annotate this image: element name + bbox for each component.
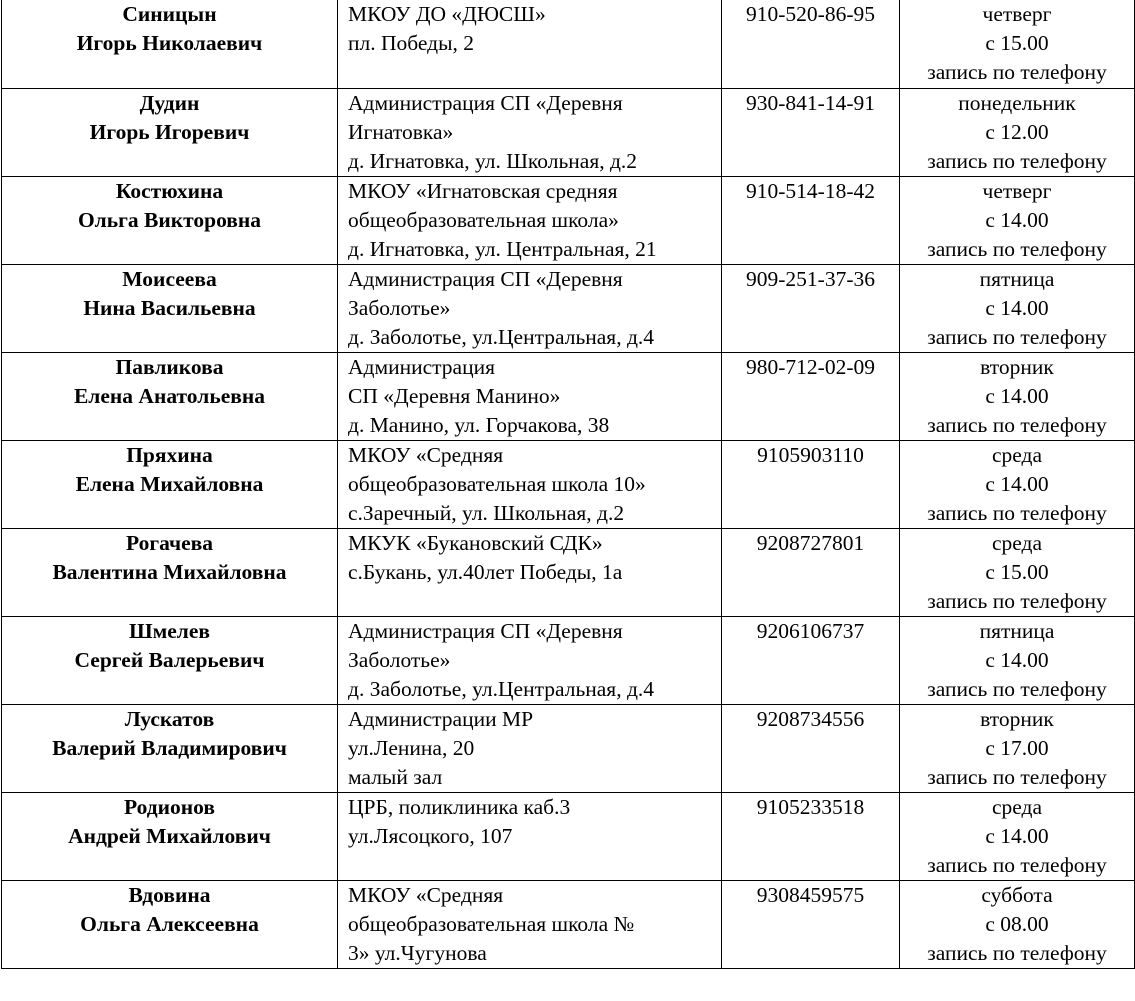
location-line: д. Заболотье, ул.Центральная, д.4 (348, 324, 655, 349)
reception-day: среда (991, 442, 1043, 467)
location-line: общеобразовательная школа № (348, 911, 635, 936)
deputy-given-names: Ольга Алексеевна (80, 911, 259, 936)
deputy-given-names: Ольга Викторовна (77, 207, 262, 232)
reception-day: вторник (980, 706, 1054, 731)
reception-location-cell (338, 352, 722, 440)
location-line: Администрация СП «Деревня (348, 90, 623, 115)
reception-time-cell (900, 616, 1135, 704)
reception-day: четверг (982, 2, 1052, 26)
reception-hour: с 15.00 (985, 31, 1049, 55)
deputy-given-names: Сергей Валерьевич (74, 647, 265, 672)
phone-cell (722, 704, 900, 792)
table-row (2, 352, 1135, 440)
reception-hour: с 14.00 (985, 823, 1049, 848)
reception-time-cell (900, 880, 1135, 968)
deputy-surname: Пряхина (126, 442, 213, 467)
reception-day: четверг (982, 178, 1052, 203)
deputy-name-cell (2, 880, 338, 968)
reception-note: запись по телефону (927, 764, 1107, 789)
phone-number: 9105233518 (756, 794, 865, 819)
location-line: д. Игнатовка, ул. Центральная, 21 (348, 236, 657, 261)
reception-note: запись по телефону (927, 148, 1107, 173)
phone-number: 9208734556 (756, 706, 865, 731)
reception-day: вторник (980, 354, 1054, 379)
deputy-name-cell (2, 352, 338, 440)
deputy-given-names: Валентина Михайловна (52, 559, 287, 584)
deputy-surname: Костюхина (115, 178, 224, 203)
deputy-name-cell (2, 792, 338, 880)
table-row (2, 616, 1135, 704)
table-row (2, 176, 1135, 264)
location-line: пл. Победы, 2 (348, 31, 475, 55)
reception-note: запись по телефону (927, 412, 1107, 437)
deputy-surname: Лускатов (124, 706, 215, 731)
reception-hour: с 08.00 (985, 911, 1049, 936)
phone-number: 910-514-18-42 (746, 178, 875, 203)
location-line: д. Заболотье, ул.Центральная, д.4 (348, 676, 655, 701)
deputy-given-names: Елена Анатольевна (73, 383, 266, 408)
deputy-given-names: Елена Михайловна (75, 471, 264, 496)
reception-hour: с 14.00 (985, 471, 1049, 496)
reception-time-cell (900, 0, 1135, 88)
phone-number: 9308459575 (756, 882, 865, 907)
reception-location-cell (338, 704, 722, 792)
deputy-name-cell (2, 440, 338, 528)
reception-time-cell (900, 528, 1135, 616)
phone-cell (722, 0, 900, 88)
location-line: малый зал (348, 764, 443, 789)
table-row (2, 528, 1135, 616)
location-line: Заболотье» (348, 295, 451, 320)
location-line: СП «Деревня Манино» (348, 383, 561, 408)
reception-note: запись по телефону (927, 236, 1107, 261)
reception-location-cell (338, 264, 722, 352)
reception-day: среда (991, 530, 1043, 555)
phone-number: 980-712-02-09 (746, 354, 875, 379)
phone-cell (722, 264, 900, 352)
reception-time-cell (900, 440, 1135, 528)
location-line: Администрация СП «Деревня (348, 266, 623, 291)
reception-hour: с 17.00 (985, 735, 1049, 760)
table-row (2, 880, 1135, 968)
reception-hour: с 14.00 (985, 295, 1049, 320)
phone-number: 930-841-14-91 (746, 90, 875, 115)
location-line: общеобразовательная школа» (348, 207, 619, 232)
deputy-surname: Шмелев (128, 618, 210, 643)
reception-location-cell (338, 616, 722, 704)
schedule-table-body (2, 0, 1135, 968)
location-line: МКУК «Букановский СДК» (348, 530, 603, 555)
deputy-name-cell (2, 0, 338, 88)
location-line: Администрации МР (348, 706, 534, 731)
reception-hour: с 14.00 (985, 207, 1049, 232)
reception-location-cell (338, 880, 722, 968)
table-row (2, 440, 1135, 528)
phone-cell (722, 440, 900, 528)
deputy-name-cell (2, 176, 338, 264)
phone-cell (722, 176, 900, 264)
phone-cell (722, 528, 900, 616)
deputy-given-names: Игорь Игоревич (89, 119, 250, 144)
reception-time-cell (900, 88, 1135, 176)
location-line: Игнатовка» (348, 119, 454, 144)
phone-cell (722, 792, 900, 880)
location-line: д. Игнатовка, ул. Школьная, д.2 (348, 148, 638, 173)
deputy-name-cell (2, 88, 338, 176)
reception-time-cell (900, 264, 1135, 352)
reception-time-cell (900, 792, 1135, 880)
reception-note: запись по телефону (927, 324, 1107, 349)
reception-schedule-table (1, 0, 1135, 969)
deputy-surname: Синицын (122, 2, 217, 26)
deputy-given-names: Валерий Владимирович (52, 735, 287, 760)
reception-location-cell (338, 88, 722, 176)
reception-note: запись по телефону (927, 852, 1107, 877)
phone-number: 9105903110 (757, 442, 864, 467)
deputy-given-names: Нина Васильевна (83, 295, 256, 320)
deputy-surname: Вдовина (128, 882, 211, 907)
location-line: Администрация (348, 354, 495, 379)
phone-number: 909-251-37-36 (746, 266, 875, 291)
phone-cell (722, 880, 900, 968)
table-row (2, 264, 1135, 352)
reception-time-cell (900, 176, 1135, 264)
table-row (2, 88, 1135, 176)
location-line: с.Заречный, ул. Школьная, д.2 (348, 500, 625, 525)
deputy-given-names: Игорь Николаевич (76, 31, 263, 55)
reception-time-cell (900, 704, 1135, 792)
location-line: Администрация СП «Деревня (348, 618, 623, 643)
reception-location-cell (338, 792, 722, 880)
deputy-surname: Павликова (115, 354, 224, 379)
reception-location-cell (338, 0, 722, 88)
deputy-surname: Моисеева (122, 266, 217, 291)
reception-day: среда (991, 794, 1043, 819)
reception-note: запись по телефону (927, 60, 1107, 84)
reception-hour: с 12.00 (985, 119, 1049, 144)
table-row (2, 792, 1135, 880)
table-row (2, 0, 1135, 88)
deputy-name-cell (2, 616, 338, 704)
table-row (2, 704, 1135, 792)
reception-location-cell (338, 440, 722, 528)
reception-note: запись по телефону (927, 500, 1107, 525)
reception-note: запись по телефону (927, 588, 1107, 613)
location-line: ЦРБ, поликлиника каб.3 (348, 794, 571, 819)
reception-hour: с 15.00 (985, 559, 1049, 584)
phone-number: 910-520-86-95 (746, 2, 875, 26)
deputy-name-cell (2, 704, 338, 792)
deputy-surname: Родионов (124, 794, 215, 819)
reception-hour: с 14.00 (985, 383, 1049, 408)
phone-cell (722, 88, 900, 176)
reception-location-cell (338, 528, 722, 616)
deputy-given-names: Андрей Михайлович (68, 823, 271, 848)
phone-cell (722, 352, 900, 440)
location-line: ул.Лясоцкого, 107 (348, 823, 513, 848)
reception-location-cell (338, 176, 722, 264)
location-line: Заболотье» (348, 647, 451, 672)
location-line: ул.Ленина, 20 (348, 735, 475, 760)
reception-day: пятница (979, 266, 1055, 291)
deputy-name-cell (2, 528, 338, 616)
reception-note: запись по телефону (927, 676, 1107, 701)
phone-number: 9208727801 (756, 530, 865, 555)
phone-cell (722, 616, 900, 704)
location-line: с.Букань, ул.40лет Победы, 1а (348, 559, 623, 584)
deputy-surname: Дудин (139, 90, 200, 115)
reception-hour: с 14.00 (985, 647, 1049, 672)
location-line: МКОУ «Средняя (348, 882, 504, 907)
deputy-surname: Рогачева (125, 530, 214, 555)
deputy-name-cell (2, 264, 338, 352)
location-line: д. Манино, ул. Горчакова, 38 (348, 412, 610, 437)
location-line: МКОУ «Игнатовская средняя (348, 178, 618, 203)
location-line: 3» ул.Чугунова (348, 940, 487, 965)
reception-day: пятница (979, 618, 1055, 643)
reception-time-cell (900, 352, 1135, 440)
reception-day: суббота (981, 882, 1053, 907)
reception-day: понедельник (958, 90, 1076, 115)
location-line: МКОУ ДО «ДЮСШ» (348, 2, 546, 26)
location-line: общеобразовательная школа 10» (348, 471, 646, 496)
location-line: МКОУ «Средняя (348, 442, 504, 467)
reception-note: запись по телефону (927, 940, 1107, 965)
phone-number: 9206106737 (756, 618, 865, 643)
